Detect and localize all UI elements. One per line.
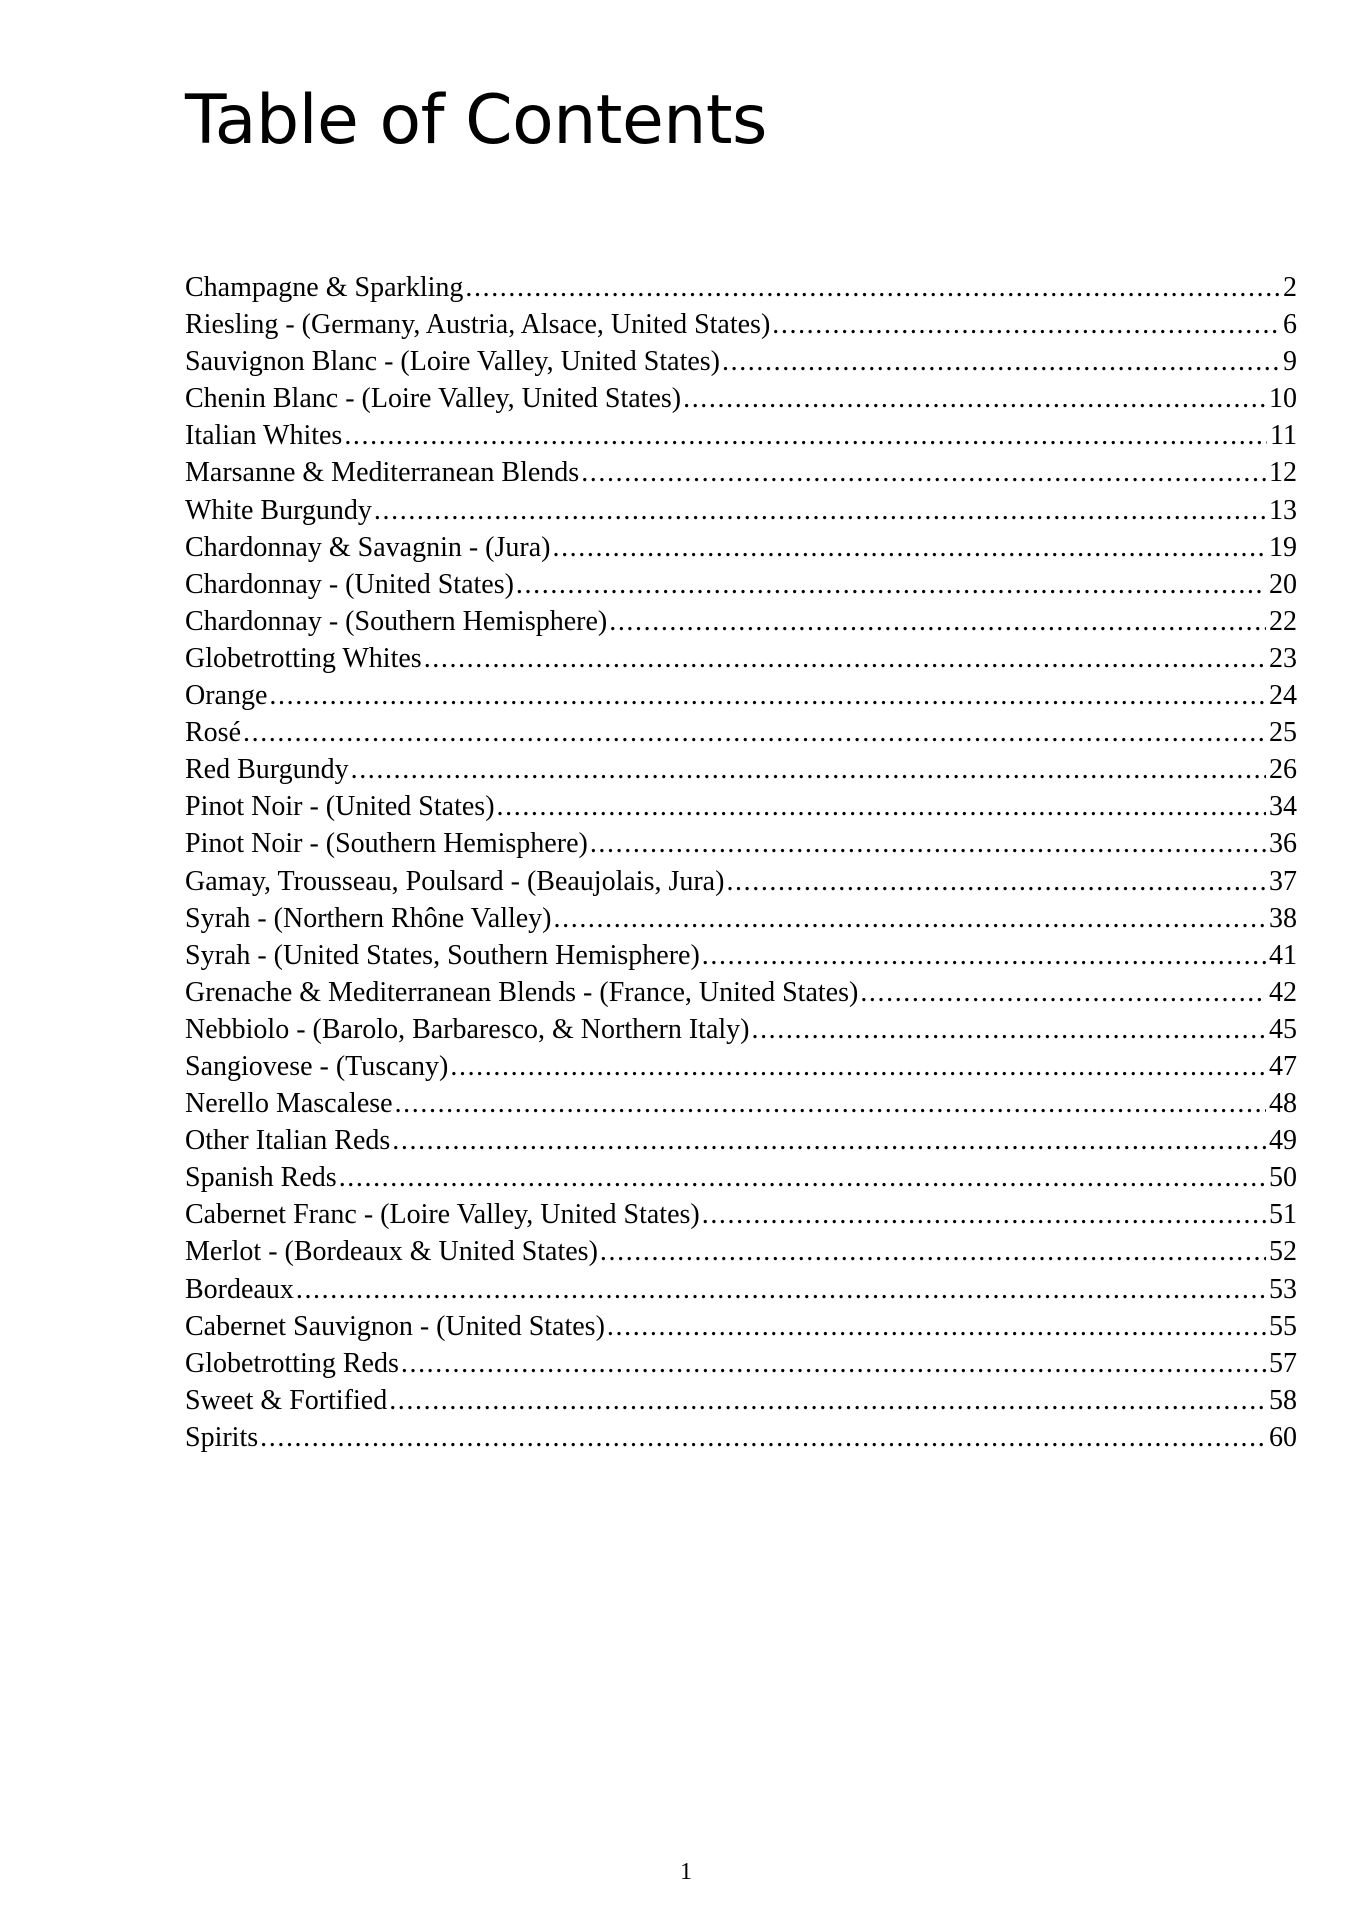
toc-entry-label: Orange <box>185 680 268 712</box>
toc-entry[interactable] <box>185 566 1297 603</box>
dot-leader <box>607 1308 1266 1345</box>
toc-entry-label: Cabernet Sauvignon - (United States) <box>185 1310 605 1342</box>
toc-entry-page: 53 <box>1269 1273 1297 1305</box>
toc-entry-page: 50 <box>1269 1162 1297 1194</box>
toc-entry[interactable] <box>185 714 1297 751</box>
dot-leader <box>609 603 1266 640</box>
toc-entry[interactable] <box>185 306 1297 343</box>
dot-leader <box>702 1196 1266 1233</box>
toc-entry[interactable] <box>185 492 1297 529</box>
toc-entry[interactable] <box>185 1233 1297 1270</box>
table-of-contents <box>185 269 1297 1456</box>
dot-leader <box>450 1048 1266 1085</box>
dot-leader <box>374 492 1266 529</box>
toc-entry-label: Rosé <box>185 717 241 749</box>
toc-entry-label: Sweet & Fortified <box>185 1384 388 1416</box>
toc-entry[interactable] <box>185 1011 1297 1048</box>
toc-entry-page: 41 <box>1269 939 1297 971</box>
toc-entry[interactable] <box>185 1382 1297 1419</box>
toc-entry-label: Chardonnay & Savagnin - (Jura) <box>185 531 551 563</box>
toc-entry-label: Syrah - (United States, Southern Hemisphere) <box>185 939 700 971</box>
toc-entry-label: Red Burgundy <box>185 754 349 786</box>
toc-entry[interactable] <box>185 529 1297 566</box>
dot-leader <box>751 1011 1266 1048</box>
dot-leader <box>344 417 1267 454</box>
toc-entry-label: Marsanne & Mediterranean Blends <box>185 457 580 489</box>
toc-entry-label: Merlot - (Bordeaux & United States) <box>185 1236 598 1268</box>
toc-entry[interactable] <box>185 1159 1297 1196</box>
toc-entry-page: 49 <box>1269 1125 1297 1157</box>
toc-entry-page: 52 <box>1269 1236 1297 1268</box>
toc-entry[interactable] <box>185 1419 1297 1456</box>
dot-leader <box>552 529 1266 566</box>
toc-entry-label: Chardonnay - (Southern Hemisphere) <box>185 605 608 637</box>
page-number: 1 <box>680 1859 692 1885</box>
toc-entry-label: Pinot Noir - (Southern Hemisphere) <box>185 828 588 860</box>
toc-entry-label: Other Italian Reds <box>185 1125 391 1157</box>
toc-entry-label: Chardonnay - (United States) <box>185 568 514 600</box>
toc-entry-label: Chenin Blanc - (Loire Valley, United States) <box>185 383 682 415</box>
toc-entry-page: 9 <box>1283 346 1297 378</box>
dot-leader <box>516 566 1266 603</box>
dot-leader <box>351 751 1266 788</box>
toc-entry-page: 24 <box>1269 680 1297 712</box>
toc-entry-label: Gamay, Trousseau, Poulsard - (Beaujolais, Jura) <box>185 865 725 897</box>
toc-entry-page: 22 <box>1269 605 1297 637</box>
toc-entry[interactable] <box>185 937 1297 974</box>
toc-entry-page: 10 <box>1269 383 1297 415</box>
toc-entry-page: 45 <box>1269 1013 1297 1045</box>
toc-entry-label: Spanish Reds <box>185 1162 337 1194</box>
dot-leader <box>554 900 1266 937</box>
toc-entry-label: Riesling - (Germany, Austria, Alsace, United States) <box>185 309 771 341</box>
toc-entry[interactable] <box>185 1196 1297 1233</box>
toc-entry-label: Bordeaux <box>185 1273 294 1305</box>
dot-leader <box>339 1159 1266 1196</box>
toc-entry-page: 57 <box>1269 1347 1297 1379</box>
toc-entry[interactable] <box>185 900 1297 937</box>
toc-entry[interactable] <box>185 417 1297 454</box>
dot-leader <box>860 974 1266 1011</box>
toc-entry-label: Champagne & Sparkling <box>185 272 464 303</box>
toc-entry[interactable] <box>185 1085 1297 1122</box>
toc-entry-label: Spirits <box>185 1421 259 1453</box>
toc-entry-page: 37 <box>1269 865 1297 897</box>
dot-leader <box>260 1419 1266 1456</box>
toc-entry[interactable] <box>185 640 1297 677</box>
page-title: Table of Contents <box>185 81 767 160</box>
toc-entry-label: White Burgundy <box>185 494 372 526</box>
toc-entry-page: 2 <box>1283 272 1297 303</box>
toc-entry[interactable] <box>185 1122 1297 1159</box>
toc-entry-page: 48 <box>1269 1088 1297 1120</box>
toc-entry-page: 12 <box>1269 457 1297 489</box>
toc-entry-page: 11 <box>1270 420 1297 452</box>
toc-entry-label: Cabernet Franc - (Loire Valley, United States) <box>185 1199 700 1231</box>
dot-leader <box>722 343 1280 380</box>
toc-entry[interactable] <box>185 454 1297 491</box>
dot-leader <box>395 1085 1266 1122</box>
toc-entry-label: Italian Whites <box>185 420 343 452</box>
toc-entry[interactable] <box>185 269 1297 306</box>
toc-entry[interactable] <box>185 788 1297 825</box>
dot-leader <box>465 269 1280 306</box>
toc-entry-page: 6 <box>1283 309 1297 341</box>
toc-entry[interactable] <box>185 1271 1297 1308</box>
toc-entry-label: Nerello Mascalese <box>185 1088 393 1120</box>
toc-entry[interactable] <box>185 1308 1297 1345</box>
toc-entry-label: Sauvignon Blanc - (Loire Valley, United States) <box>185 346 720 378</box>
toc-entry-page: 51 <box>1269 1199 1297 1231</box>
toc-entry[interactable] <box>185 343 1297 380</box>
toc-entry-page: 20 <box>1269 568 1297 600</box>
toc-entry-label: Globetrotting Reds <box>185 1347 399 1379</box>
dot-leader <box>296 1271 1266 1308</box>
dot-leader <box>424 640 1266 677</box>
toc-entry[interactable] <box>185 380 1297 417</box>
dot-leader <box>497 788 1266 825</box>
dot-leader <box>392 1122 1266 1159</box>
toc-entry-page: 23 <box>1269 642 1297 674</box>
toc-entry-page: 36 <box>1269 828 1297 860</box>
toc-entry-label: Pinot Noir - (United States) <box>185 791 495 823</box>
dot-leader <box>243 714 1266 751</box>
toc-entry-label: Globetrotting Whites <box>185 642 422 674</box>
toc-entry[interactable] <box>185 974 1297 1011</box>
toc-entry-page: 42 <box>1269 976 1297 1008</box>
dot-leader <box>772 306 1280 343</box>
toc-entry-page: 26 <box>1269 754 1297 786</box>
toc-entry-page: 13 <box>1269 494 1297 526</box>
toc-entry-page: 25 <box>1269 717 1297 749</box>
toc-entry-page: 38 <box>1269 902 1297 934</box>
toc-entry[interactable] <box>185 863 1297 900</box>
toc-entry-page: 34 <box>1269 791 1297 823</box>
toc-entry-page: 19 <box>1269 531 1297 563</box>
dot-leader <box>581 454 1266 491</box>
dot-leader <box>590 825 1266 862</box>
toc-entry[interactable] <box>185 1345 1297 1382</box>
dot-leader <box>269 677 1266 714</box>
dot-leader <box>401 1345 1266 1382</box>
toc-entry-label: Grenache & Mediterranean Blends - (France, United States) <box>185 976 859 1008</box>
dot-leader <box>389 1382 1266 1419</box>
toc-entry[interactable] <box>185 603 1297 640</box>
toc-entry-page: 55 <box>1269 1310 1297 1342</box>
toc-entry[interactable] <box>185 677 1297 714</box>
dot-leader <box>683 380 1266 417</box>
toc-entry-page: 58 <box>1269 1384 1297 1416</box>
toc-entry[interactable] <box>185 751 1297 788</box>
toc-entry[interactable] <box>185 1048 1297 1085</box>
dot-leader <box>600 1233 1266 1270</box>
toc-entry-label: Syrah - (Northern Rhône Valley) <box>185 902 552 934</box>
toc-entry[interactable] <box>185 825 1297 862</box>
toc-entry-page: 60 <box>1269 1421 1297 1453</box>
toc-entry-label: Nebbiolo - (Barolo, Barbaresco, & Northern Italy) <box>185 1013 750 1045</box>
toc-entry-label: Sangiovese - (Tuscany) <box>185 1050 449 1082</box>
dot-leader <box>726 863 1266 900</box>
dot-leader <box>702 937 1266 974</box>
toc-entry-page: 47 <box>1269 1050 1297 1082</box>
